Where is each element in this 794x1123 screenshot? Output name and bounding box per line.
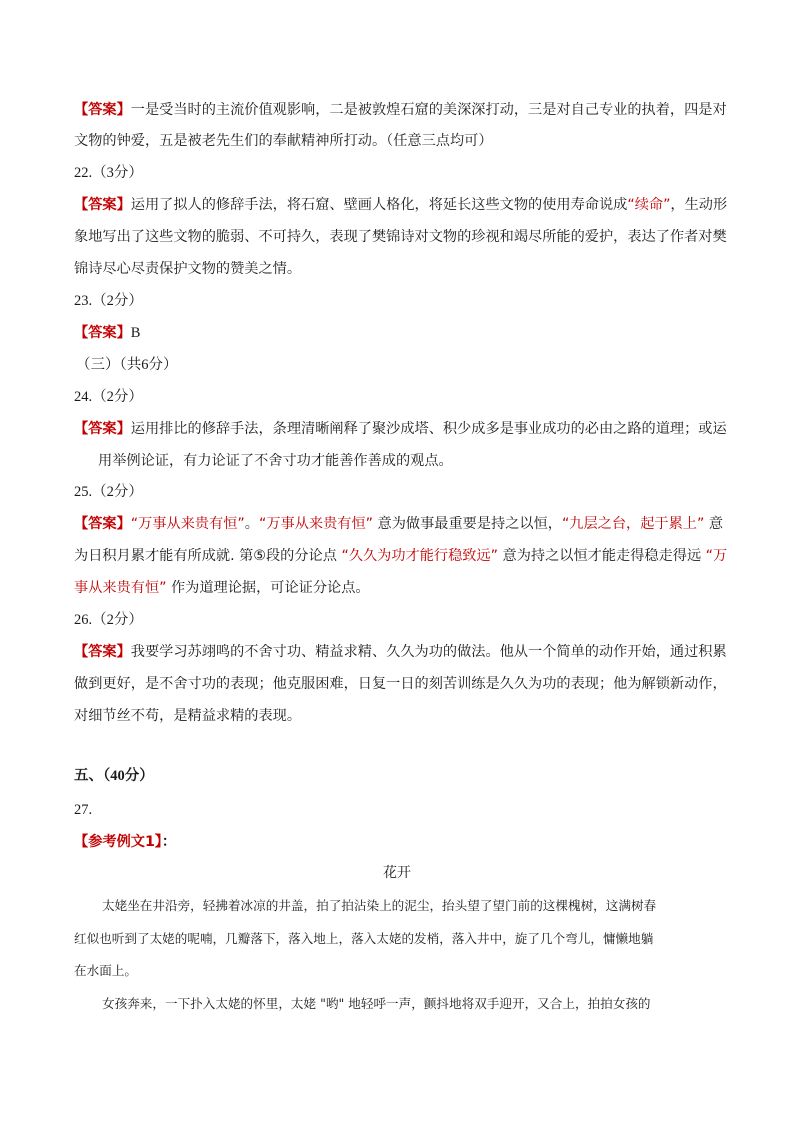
q25-quote-5-start: “万 [705,548,728,564]
q21-answer-text-2: 文物的钟爱，五是被老先生们的奉献精神所打动。（任意三点均可） [74,133,493,149]
q25-header: 25.（2分） [74,484,143,500]
section-5-header: 五、（40分） [74,768,154,784]
q22-answer-text-1b: ，生动形 [670,197,728,213]
reference-essay-colon: ： [161,834,177,850]
answer-tag: 【答案】 [74,421,131,437]
q24-answer-line-1 [74,419,734,439]
essay-p1-line-1: 太姥坐在井沿旁，轻拂着冰凉的井盖，拍了拍沾染上的泥尘，抬头望了望门前的这棵槐树，这满树春 [102,898,657,913]
q25-answer-line-2 [74,546,734,566]
q21-answer-text-1: 一是受当时的主流价值观影响，二是被敦煌石窟的美深深打动，三是对自己专业的执着，四是对 [130,102,727,118]
q25-answer-text-2a: 为日积月累才能有所成就. 第⑤段的分论点 [74,548,342,564]
q25-answer-text-1b: 意为做事最重要是持之以恒， [373,516,562,532]
q26-answer-line-3: 对细节丝不苟，是精益求精的表现。 [74,708,302,724]
essay-title: 花开 [383,865,411,881]
q25-answer-text-3b: 作为道理论据，可论证分论点。 [166,580,370,596]
q25-quote-3: “九层之台，起于累上” [561,516,705,532]
reference-essay-tag: 【参考例文1】 [74,834,162,850]
q22-answer-line-3: 锦诗尽心尽责保护文物的赞美之情。 [74,261,302,277]
q22-header: 22.（3分） [74,165,143,181]
q27-number: 27. [74,802,93,818]
answer-tag: 【答案】 [74,516,131,532]
reference-essay-label [74,832,734,852]
q22-quote: “续命” [627,197,671,213]
q25-separator: 。 [244,516,259,532]
q21-answer-line-1 [74,100,734,120]
q25-answer-text-1c: 意 [704,516,724,532]
q22-answer-line-2: 象地写出了这些文物的脆弱、不可持久，表现了樊锦诗对文物的珍视和竭尽所能的爱护，表达了作者对樊 [74,229,727,245]
q22-answer-text-1a: 运用了拟人的修辞手法，将石窟、壁画人格化，将延长这些文物的使用寿命说成 [130,197,628,213]
answer-tag: 【答案】 [74,325,131,341]
answer-tag: 【答案】 [74,102,131,118]
q24-answer-text-1: 运用排比的修辞手法，条理清晰阐释了聚沙成塔、积少成多是事业成功的必由之路的道理；或运 [130,421,727,437]
q24-header: 24.（2分） [74,389,143,405]
q26-answer-line-1 [74,642,734,662]
q23-answer-line [74,323,734,343]
section-3-header: （三）（共6分） [76,357,178,373]
q26-header: 26.（2分） [74,612,143,628]
q25-quote-2: “万事从来贵有恒” [258,516,373,532]
q25-answer-line-3 [74,578,734,598]
q26-answer-line-2: 做到更好，是不舍寸功的表现；他克服困难，日复一日的刻苦训练是久久为功的表现；他为解锁新动作， [74,676,727,692]
q23-header: 23.（2分） [74,293,143,309]
q25-quote-5-end: 事从来贵有恒” [74,580,167,596]
q24-answer-line-2: 用举例论证，有力论证了不舍寸功才能善作善成的观点。 [98,453,453,469]
essay-p2-line-1: 女孩奔来，一下扑入太姥的怀里，太姥 "哟" 地轻呼一声，颤抖地将双手迎开，又合上，拍拍女孩的 [102,996,651,1011]
q25-answer-line-1 [74,514,734,534]
essay-p1-line-3: 在水面上。 [74,963,137,978]
q21-answer-line-2 [74,131,734,151]
essay-p1-line-2: 红似也听到了太姥的呢喃，几瓣落下，落入地上，落入太姥的发梢，落入井中，旋了几个弯儿，慵懒地躺 [74,931,654,946]
q22-answer-line-1 [74,195,734,215]
answer-tag: 【答案】 [74,197,131,213]
q26-answer-text-1: 我要学习苏翊鸣的不舍寸功、精益求精、久久为功的做法。他从一个简单的动作开始，通过积累 [130,644,727,660]
q25-answer-text-2b: 意为持之以恒才能走得稳走得远 [498,548,706,564]
q25-quote-4: “久久为功才能行稳致远” [341,548,499,564]
answer-tag: 【答案】 [74,644,131,660]
q25-quote-1: “万事从来贵有恒” [130,516,245,532]
q23-answer-value: B [130,325,141,341]
